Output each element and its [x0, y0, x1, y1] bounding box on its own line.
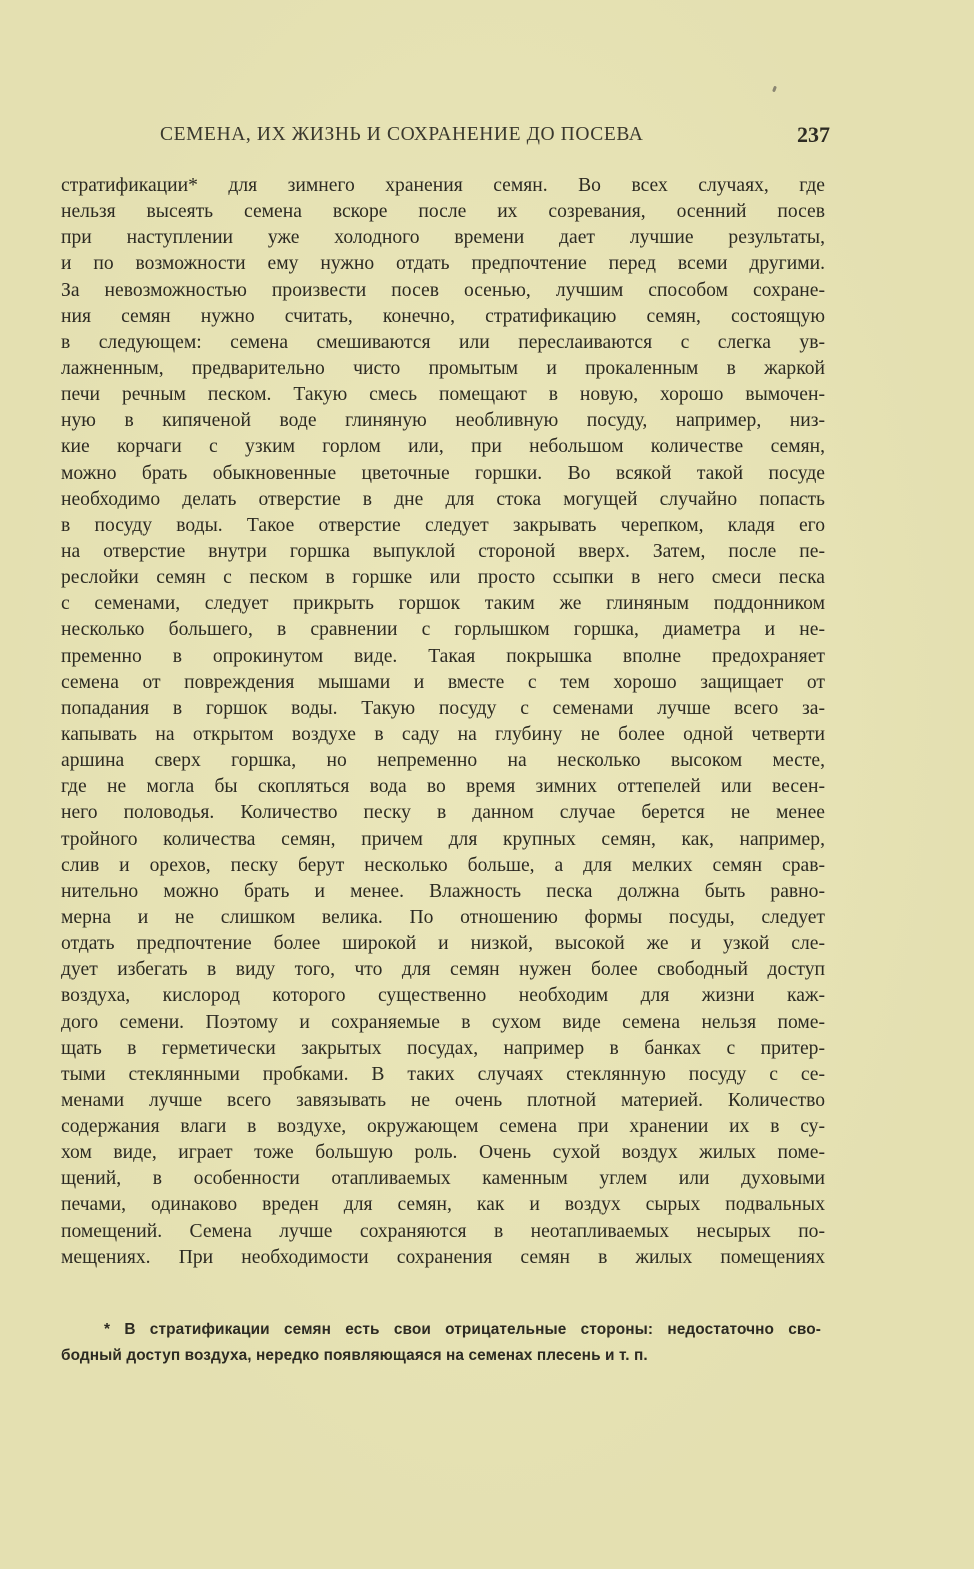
- text-line: тыми стеклянными пробками. В таких случаях стеклянную посуду с се-: [61, 1063, 825, 1085]
- page-number: 237: [797, 122, 830, 147]
- text-line: менами лучше всего завязывать не очень плотной материей. Количество: [61, 1089, 825, 1111]
- text-line: где не могла бы скопляться вода во время зимних оттепелей или весен-: [61, 776, 825, 798]
- text-line: слив и орехов, песку берут несколько больше, а для мелких семян срав-: [61, 854, 825, 876]
- text-line: отдать предпочтение более широкой и низкой, высокой же и узкой сле-: [61, 933, 825, 955]
- text-line: пременно в опрокинутом виде. Такая покрышка вполне предохраняет: [61, 645, 825, 667]
- text-line: него половодья. Количество песку в данном случае берется не менее: [61, 802, 825, 824]
- text-line: За невозможностью произвести посев осенью, лучшим способом сохране-: [61, 279, 825, 301]
- text-line: необходимо делать отверстие в дне для стока могущей случайно попасть: [61, 488, 825, 510]
- text-line: при наступлении уже холодного времени дает лучшие результаты,: [61, 227, 825, 249]
- text-line: попадания в горшок воды. Такую посуду с семенами лучше всего за-: [61, 697, 825, 719]
- text-line: печи речным песком. Такую смесь помещают в новую, хорошо вымочен-: [61, 384, 825, 406]
- text-line: семена от повреждения мышами и вместе с тем хорошо защищает от: [61, 671, 825, 693]
- text-line: тройного количества семян, причем для крупных семян, как, например,: [61, 828, 825, 850]
- text-line: и по возможности ему нужно отдать предпочтение перед всеми другими.: [61, 253, 825, 275]
- text-line: воздуха, кислород которого существенно необходим для жизни каж-: [61, 985, 825, 1007]
- text-line: мерна и не слишком велика. По отношению формы посуды, следует: [61, 906, 825, 928]
- text-line: щать в герметически закрытых посудах, например в банках с притер-: [61, 1037, 825, 1059]
- text-line: кие корчаги с узким горлом или, при небольшом количестве семян,: [61, 436, 825, 458]
- text-line: на отверстие внутри горшка выпуклой стороной вверх. Затем, после пе-: [61, 540, 825, 562]
- body-text: [61, 173, 825, 1271]
- text-line: хом виде, играет тоже большую роль. Очень сухой воздух жилых поме-: [61, 1142, 825, 1164]
- footnote: [61, 1317, 821, 1369]
- running-title: СЕМЕНА, ИХ ЖИЗНЬ И СОХРАНЕНИЕ ДО ПОСЕВА: [160, 124, 644, 145]
- text-line: мещениях. При необходимости сохранения семян в жилых помещениях: [61, 1246, 825, 1268]
- text-line: ную в кипяченой воде глиняную необливную посуду, например, низ-: [61, 410, 825, 432]
- text-line: аршина сверх горшка, но непременно на несколько высоком месте,: [61, 750, 825, 772]
- footnote-line: * В стратификации семян есть свои отрицательные стороны: недостаточно сво-: [104, 1321, 821, 1338]
- text-line: помещений. Семена лучше сохраняются в неотапливаемых несырых по-: [61, 1220, 825, 1242]
- paper-speck: [772, 86, 777, 93]
- text-line: нительно можно брать и менее. Влажность песка должна быть равно-: [61, 880, 825, 902]
- text-line: с семенами, следует прикрыть горшок таким же глиняным поддонником: [61, 593, 825, 615]
- text-line: можно брать обыкновенные цветочные горшки. Во всякой такой посуде: [61, 462, 825, 484]
- text-line: нельзя высеять семена вскоре после их созревания, осенний посев: [61, 201, 825, 223]
- text-line: дого семени. Поэтому и сохраняемые в сухом виде семена нельзя поме-: [61, 1011, 825, 1033]
- text-line: ния семян нужно считать, конечно, стратификацию семян, состоящую: [61, 305, 825, 327]
- text-line: щений, в особенности отапливаемых каменным углем или духовыми: [61, 1168, 825, 1190]
- footnote-line: бодный доступ воздуха, нередко появляющаяся на семенах плесень и т. п.: [61, 1347, 648, 1364]
- text-line: стратификации* для зимнего хранения семян. Во всех случаях, где: [61, 175, 825, 196]
- text-line: капывать на открытом воздухе в саду на глубину не более одной четверти: [61, 723, 825, 745]
- text-line: содержания влаги в воздухе, окружающем семена при хранении их в су-: [61, 1116, 825, 1138]
- text-line: реслойки семян с песком в горшке или просто ссыпки в него смеси песка: [61, 567, 825, 589]
- text-line: несколько большего, в сравнении с горлышком горшка, диаметра и не-: [61, 619, 825, 641]
- text-line: лажненным, предварительно чисто промытым и прокаленным в жаркой: [61, 357, 825, 379]
- text-line: печами, одинаково вреден для семян, как и воздух сырых подвальных: [61, 1194, 825, 1216]
- running-head: [160, 124, 830, 154]
- text-line: дует избегать в виду того, что для семян нужен более свободный доступ: [61, 959, 825, 981]
- text-line: в следующем: семена смешиваются или перeслаиваются с слегка ув-: [61, 331, 825, 353]
- text-line: в посуду воды. Такое отверстие следует закрывать черепком, кладя его: [61, 514, 825, 536]
